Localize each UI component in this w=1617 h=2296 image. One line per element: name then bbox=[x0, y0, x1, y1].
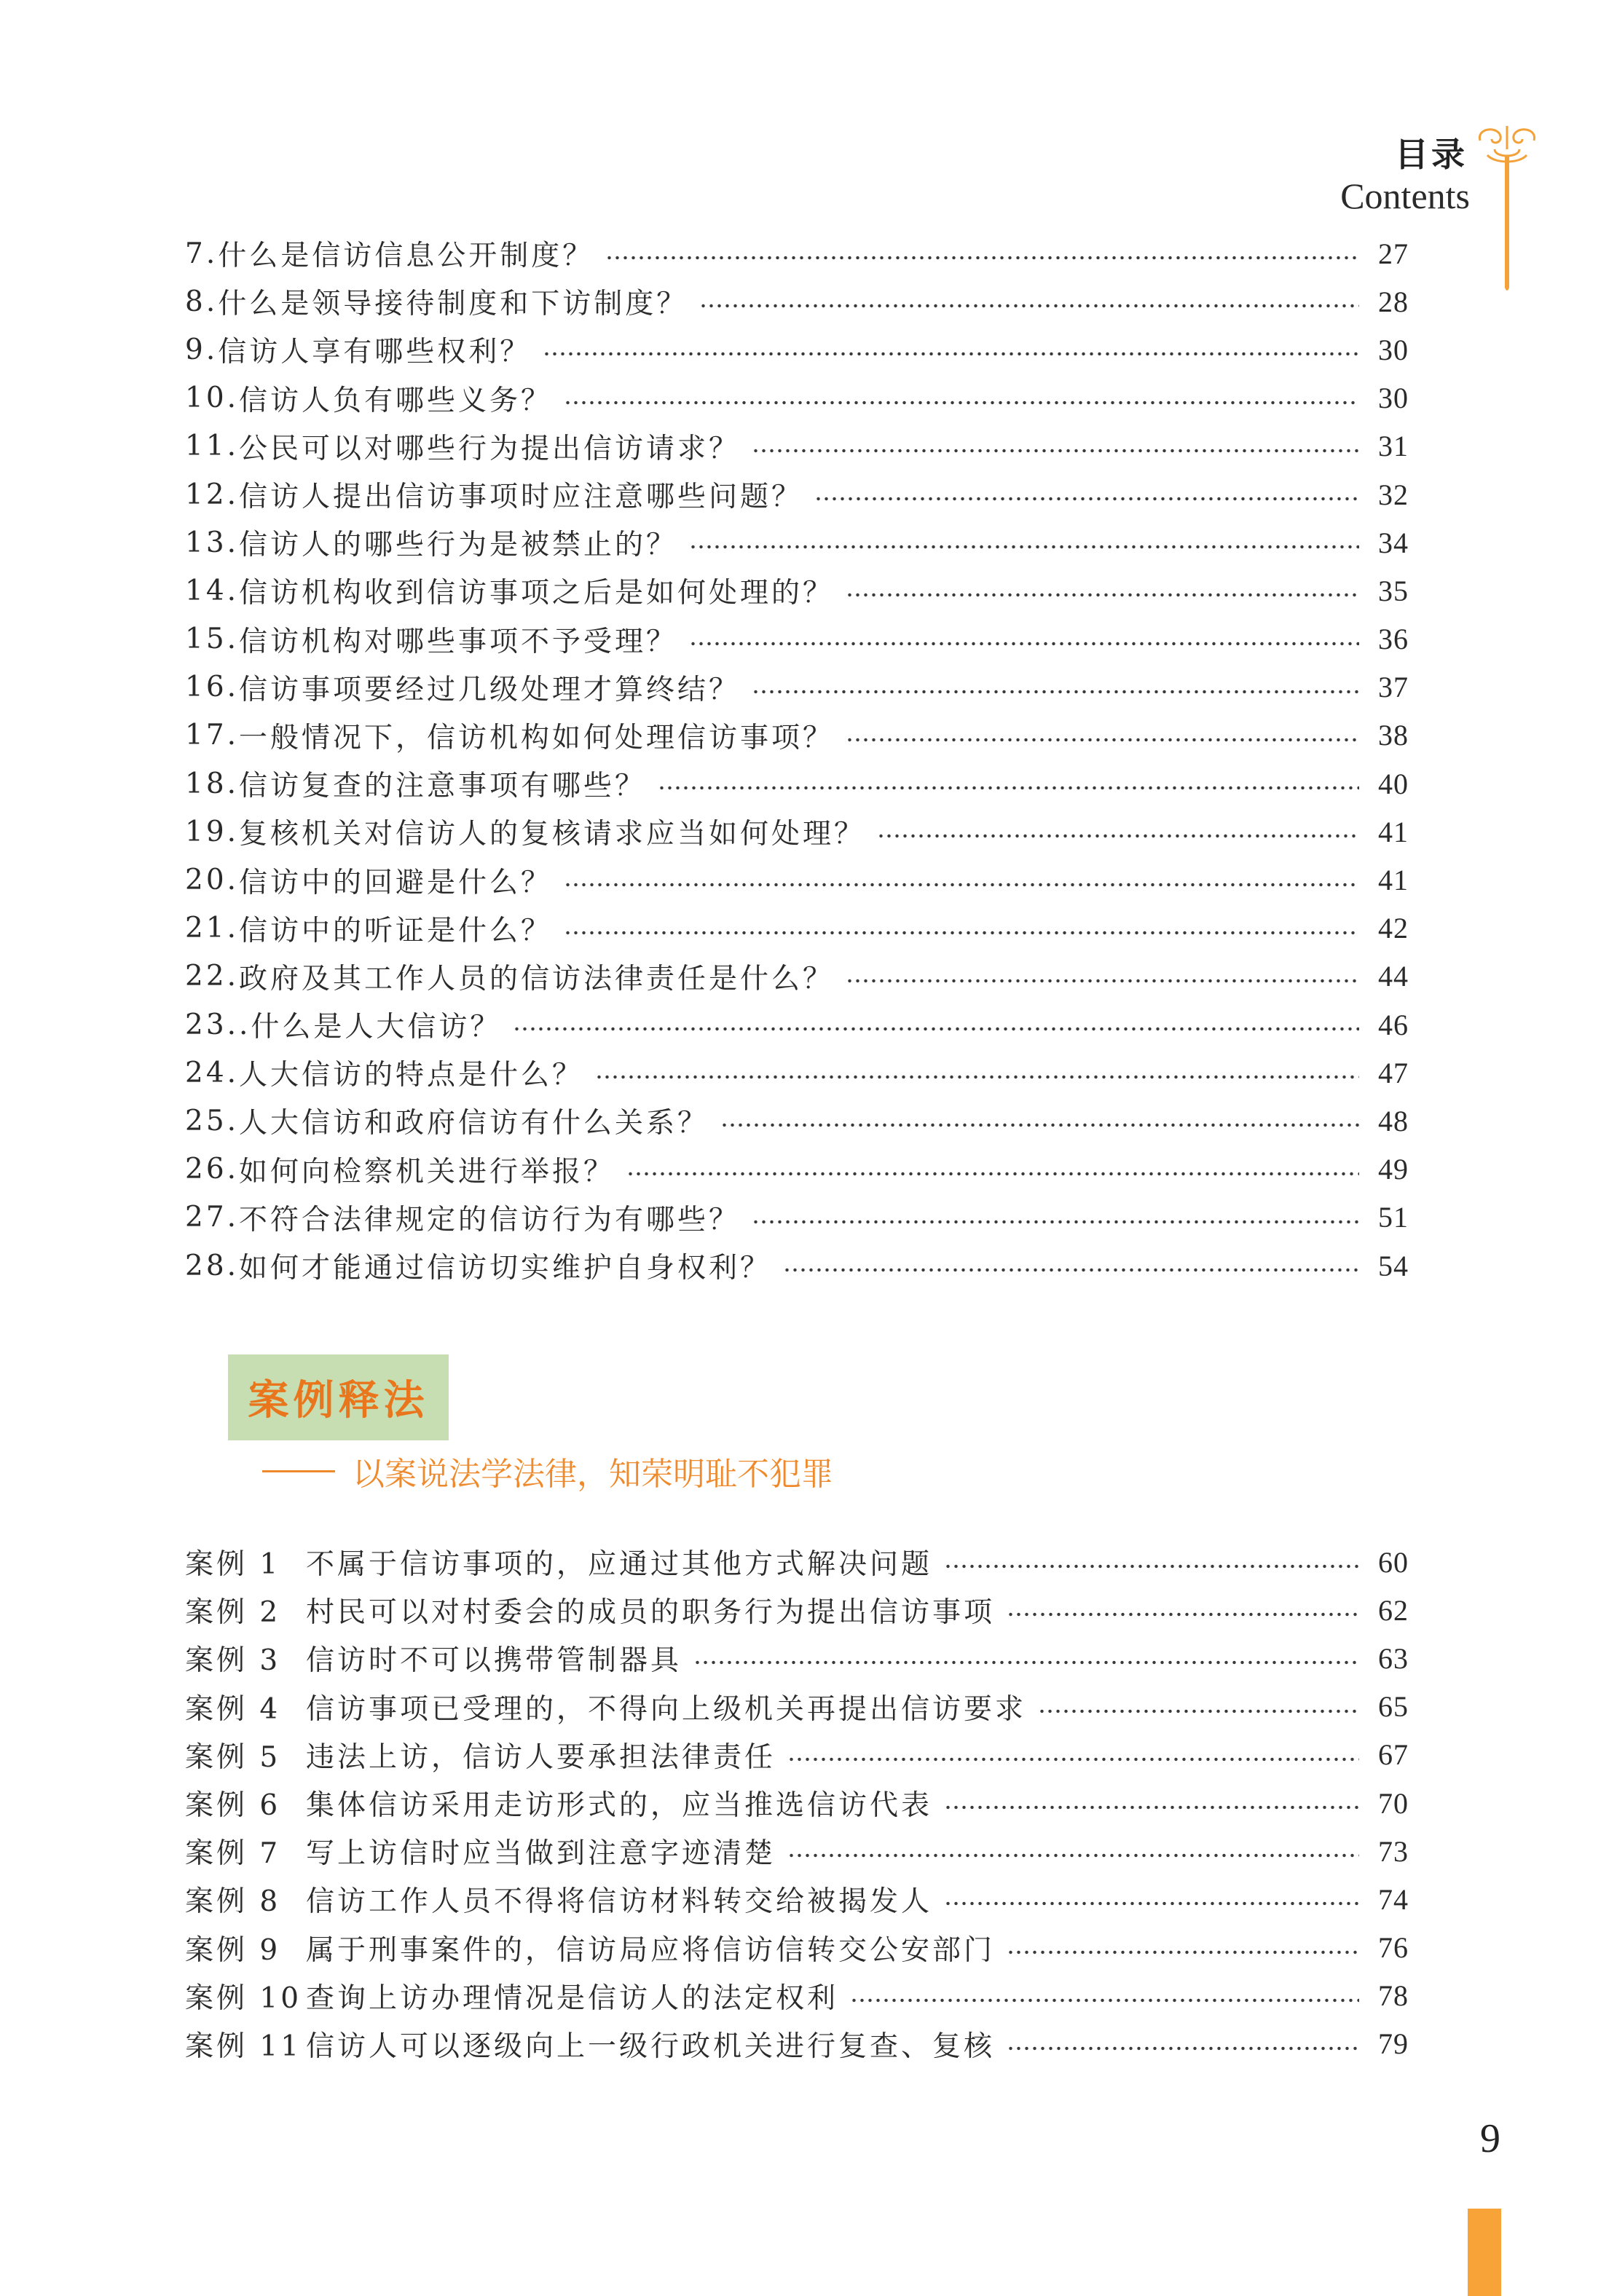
entry-number: 7. bbox=[185, 237, 219, 270]
case-toc-list bbox=[185, 1538, 1409, 2068]
dot-leader bbox=[658, 784, 1359, 792]
entry-title: 人大信访和政府信访有什么关系？ bbox=[239, 1107, 709, 1140]
scroll-ornament-icon bbox=[1473, 120, 1542, 295]
entry-page: 47 bbox=[1378, 1056, 1409, 1089]
case-label: 案例 2 bbox=[185, 1596, 281, 1630]
entry-title: 什么是领导接待制度和下访制度？ bbox=[218, 288, 688, 321]
toc-entry[interactable] bbox=[185, 808, 1409, 856]
entry-page: 46 bbox=[1378, 1008, 1409, 1041]
case-entry[interactable] bbox=[185, 1827, 1409, 1875]
case-page: 79 bbox=[1378, 2027, 1409, 2061]
toc-entry[interactable] bbox=[185, 1097, 1409, 1145]
case-page: 78 bbox=[1378, 1979, 1409, 2013]
case-title: 属于刑事案件的，信访局应将信访信转交公安部门 bbox=[306, 1933, 996, 1967]
dot-leader bbox=[689, 543, 1359, 551]
case-page: 62 bbox=[1378, 1593, 1409, 1627]
entry-page: 41 bbox=[1378, 815, 1409, 848]
entry-title: 如何向检察机关进行举报？ bbox=[239, 1155, 615, 1188]
case-label: 案例 1 bbox=[185, 1548, 281, 1582]
entry-title: 复核机关对信访人的复核请求应当如何处理？ bbox=[239, 818, 866, 851]
toc-entry[interactable] bbox=[185, 374, 1409, 422]
toc-entry[interactable] bbox=[185, 422, 1409, 470]
case-title: 信访人可以逐级向上一级行政机关进行复查、复核 bbox=[306, 2029, 996, 2063]
entry-number: 21. bbox=[185, 912, 240, 945]
entry-number: 28. bbox=[185, 1249, 240, 1282]
dot-leader bbox=[1007, 2045, 1359, 2052]
dot-leader bbox=[595, 1073, 1359, 1081]
toc-entry[interactable] bbox=[185, 229, 1409, 277]
dot-leader bbox=[720, 1121, 1359, 1129]
entry-number: 19. bbox=[185, 815, 240, 848]
dot-leader bbox=[877, 832, 1359, 840]
entry-title: 信访人享有哪些权利？ bbox=[218, 336, 532, 369]
entry-page: 40 bbox=[1378, 767, 1409, 800]
dot-leader bbox=[850, 1997, 1359, 2004]
toc-entry[interactable] bbox=[185, 277, 1409, 326]
entry-number: 14. bbox=[185, 574, 240, 607]
entry-title: 信访事项要经过几级处理才算终结？ bbox=[239, 673, 741, 706]
entry-title: 什么是信访信息公开制度？ bbox=[218, 240, 594, 273]
toc-entry[interactable] bbox=[185, 760, 1409, 808]
toc-entry[interactable] bbox=[185, 326, 1409, 374]
case-page: 63 bbox=[1378, 1641, 1409, 1675]
entry-title: 不符合法律规定的信访行为有哪些？ bbox=[239, 1203, 741, 1236]
case-label: 案例 3 bbox=[185, 1644, 281, 1678]
entry-page: 37 bbox=[1378, 671, 1409, 704]
case-title: 信访时不可以携带管制器具 bbox=[306, 1644, 682, 1678]
toc-entry[interactable] bbox=[185, 1194, 1409, 1242]
case-entry[interactable] bbox=[185, 1731, 1409, 1779]
entry-number: 24. bbox=[185, 1056, 240, 1089]
entry-page: 30 bbox=[1378, 382, 1409, 415]
case-entry[interactable] bbox=[185, 1972, 1409, 2020]
case-page: 67 bbox=[1378, 1738, 1409, 1772]
entry-number: 23.. bbox=[185, 1008, 251, 1041]
case-title: 违法上访，信访人要承担法律责任 bbox=[306, 1740, 776, 1774]
dot-leader bbox=[689, 640, 1359, 647]
entry-title: 信访人负有哪些义务？ bbox=[239, 384, 553, 417]
toc-entry[interactable] bbox=[185, 952, 1409, 1001]
toc-entry[interactable] bbox=[185, 615, 1409, 663]
entry-page: 32 bbox=[1378, 478, 1409, 511]
case-title: 信访工作人员不得将信访材料转交给被揭发人 bbox=[306, 1885, 933, 1919]
contents-subtitle: Contents bbox=[1340, 175, 1470, 216]
entry-number: 11. bbox=[185, 430, 240, 463]
case-label: 案例 10 bbox=[185, 1981, 302, 2015]
toc-entry[interactable] bbox=[185, 470, 1409, 518]
entry-page: 54 bbox=[1378, 1249, 1409, 1282]
entry-page: 31 bbox=[1378, 430, 1409, 463]
case-page: 76 bbox=[1378, 1931, 1409, 1965]
entry-title: 信访机构对哪些事项不予受理？ bbox=[239, 625, 678, 658]
case-entry[interactable] bbox=[185, 1634, 1409, 1682]
dot-leader bbox=[1007, 1949, 1359, 1956]
entry-page: 34 bbox=[1378, 526, 1409, 559]
dot-leader bbox=[944, 1563, 1359, 1570]
entry-page: 48 bbox=[1378, 1104, 1409, 1137]
dot-leader bbox=[1038, 1708, 1359, 1715]
case-title: 写上访信时应当做到注意字迹清楚 bbox=[306, 1837, 776, 1871]
dot-leader bbox=[846, 591, 1359, 599]
case-page: 70 bbox=[1378, 1786, 1409, 1820]
entry-number: 15. bbox=[185, 623, 240, 656]
case-entry[interactable] bbox=[185, 1683, 1409, 1731]
entry-title: 信访机构收到信访事项之后是如何处理的？ bbox=[239, 577, 835, 610]
dot-leader bbox=[626, 1170, 1359, 1177]
dot-leader bbox=[944, 1804, 1359, 1811]
case-title: 集体信访采用走访形式的，应当推选信访代表 bbox=[306, 1789, 933, 1823]
dot-leader bbox=[752, 688, 1359, 695]
dot-leader bbox=[564, 929, 1359, 936]
entry-number: 8. bbox=[185, 285, 219, 318]
dot-leader bbox=[543, 350, 1359, 358]
case-entry[interactable] bbox=[185, 1538, 1409, 1586]
entry-page: 41 bbox=[1378, 864, 1409, 897]
section-subtitle bbox=[262, 1448, 833, 1494]
question-toc-list bbox=[185, 229, 1409, 1290]
entry-title: 信访中的回避是什么？ bbox=[239, 866, 553, 899]
case-title: 村民可以对村委会的成员的职务行为提出信访事项 bbox=[306, 1596, 996, 1630]
case-label: 案例 11 bbox=[185, 2029, 302, 2063]
dot-leader bbox=[783, 1266, 1359, 1274]
entry-title: 如何才能通过信访切实维护自身权利？ bbox=[239, 1252, 772, 1285]
toc-entry[interactable] bbox=[185, 1242, 1409, 1290]
case-page: 73 bbox=[1378, 1834, 1409, 1868]
section-banner: 案例释法 bbox=[228, 1354, 449, 1440]
entry-title: 信访中的听证是什么？ bbox=[239, 914, 553, 947]
case-page: 60 bbox=[1378, 1545, 1409, 1579]
toc-entry[interactable] bbox=[185, 1049, 1409, 1097]
toc-entry[interactable] bbox=[185, 1145, 1409, 1194]
entry-title: 信访人提出信访事项时应注意哪些问题？ bbox=[239, 481, 803, 514]
entry-number: 27. bbox=[185, 1201, 240, 1234]
entry-number: 13. bbox=[185, 526, 240, 559]
entry-page: 28 bbox=[1378, 285, 1409, 318]
entry-page: 35 bbox=[1378, 574, 1409, 607]
case-title: 不属于信访事项的，应通过其他方式解决问题 bbox=[306, 1548, 933, 1582]
entry-title: 信访人的哪些行为是被禁止的？ bbox=[239, 529, 678, 562]
case-label: 案例 4 bbox=[185, 1692, 281, 1726]
case-entry[interactable] bbox=[185, 1924, 1409, 1972]
entry-number: 22. bbox=[185, 960, 240, 993]
entry-number: 12. bbox=[185, 478, 240, 511]
page-edge-tab bbox=[1468, 2209, 1501, 2296]
toc-entry[interactable] bbox=[185, 663, 1409, 711]
case-label: 案例 6 bbox=[185, 1789, 281, 1823]
dash-line bbox=[262, 1470, 335, 1472]
entry-number: 20. bbox=[185, 864, 240, 897]
case-entry[interactable] bbox=[185, 2020, 1409, 2068]
case-title: 信访事项已受理的，不得向上级机关再提出信访要求 bbox=[306, 1692, 1027, 1726]
case-entry[interactable] bbox=[185, 1779, 1409, 1827]
dot-leader bbox=[752, 1218, 1359, 1226]
page-number: 9 bbox=[1480, 2116, 1500, 2161]
toc-entry[interactable] bbox=[185, 711, 1409, 760]
case-entry[interactable] bbox=[185, 1875, 1409, 1923]
case-page: 65 bbox=[1378, 1690, 1409, 1724]
dot-leader bbox=[513, 1025, 1359, 1033]
entry-title: 一般情况下，信访机构如何处理信访事项？ bbox=[239, 721, 835, 754]
case-label: 案例 8 bbox=[185, 1885, 281, 1919]
dot-leader bbox=[564, 881, 1359, 888]
entry-page: 44 bbox=[1378, 960, 1409, 993]
section-subtitle-text: 以案说法学法律，知荣明耻不犯罪 bbox=[353, 1456, 833, 1493]
entry-title: 政府及其工作人员的信访法律责任是什么？ bbox=[239, 962, 835, 995]
case-title: 查询上访办理情况是信访人的法定权利 bbox=[306, 1981, 839, 2015]
case-label: 案例 7 bbox=[185, 1837, 281, 1871]
entry-number: 17. bbox=[185, 719, 240, 752]
contents-title: 目录 bbox=[1395, 135, 1468, 174]
dot-leader bbox=[846, 736, 1359, 743]
dot-leader bbox=[787, 1756, 1359, 1763]
entry-number: 18. bbox=[185, 767, 240, 800]
entry-title: 信访复查的注意事项有哪些？ bbox=[239, 770, 647, 803]
case-entry[interactable] bbox=[185, 1586, 1409, 1634]
entry-number: 25. bbox=[185, 1104, 240, 1137]
dot-leader bbox=[846, 977, 1359, 985]
entry-page: 27 bbox=[1378, 237, 1409, 270]
toc-entry[interactable] bbox=[185, 1001, 1409, 1049]
dot-leader bbox=[1007, 1611, 1359, 1618]
case-label: 案例 5 bbox=[185, 1740, 281, 1774]
toc-entry[interactable] bbox=[185, 904, 1409, 952]
toc-entry[interactable] bbox=[185, 518, 1409, 567]
entry-page: 51 bbox=[1378, 1201, 1409, 1234]
entry-number: 16. bbox=[185, 671, 240, 704]
dot-leader bbox=[564, 399, 1359, 406]
case-label: 案例 9 bbox=[185, 1933, 281, 1967]
entry-title: 什么是人大信访？ bbox=[251, 1011, 502, 1044]
dot-leader bbox=[605, 254, 1359, 261]
dot-leader bbox=[814, 495, 1359, 502]
entry-page: 38 bbox=[1378, 719, 1409, 752]
toc-entry[interactable] bbox=[185, 567, 1409, 615]
entry-page: 36 bbox=[1378, 623, 1409, 656]
entry-number: 10. bbox=[185, 382, 240, 415]
dot-leader bbox=[699, 302, 1359, 309]
entry-page: 42 bbox=[1378, 912, 1409, 945]
entry-number: 9. bbox=[185, 333, 219, 366]
dot-leader bbox=[693, 1659, 1359, 1666]
case-page: 74 bbox=[1378, 1882, 1409, 1916]
entry-title: 人大信访的特点是什么？ bbox=[239, 1059, 584, 1092]
entry-number: 26. bbox=[185, 1153, 240, 1186]
dot-leader bbox=[752, 447, 1359, 454]
entry-title: 公民可以对哪些行为提出信访请求？ bbox=[239, 432, 741, 465]
toc-entry[interactable] bbox=[185, 856, 1409, 904]
dot-leader bbox=[787, 1852, 1359, 1859]
dot-leader bbox=[944, 1900, 1359, 1907]
entry-page: 49 bbox=[1378, 1153, 1409, 1186]
entry-page: 30 bbox=[1378, 333, 1409, 366]
